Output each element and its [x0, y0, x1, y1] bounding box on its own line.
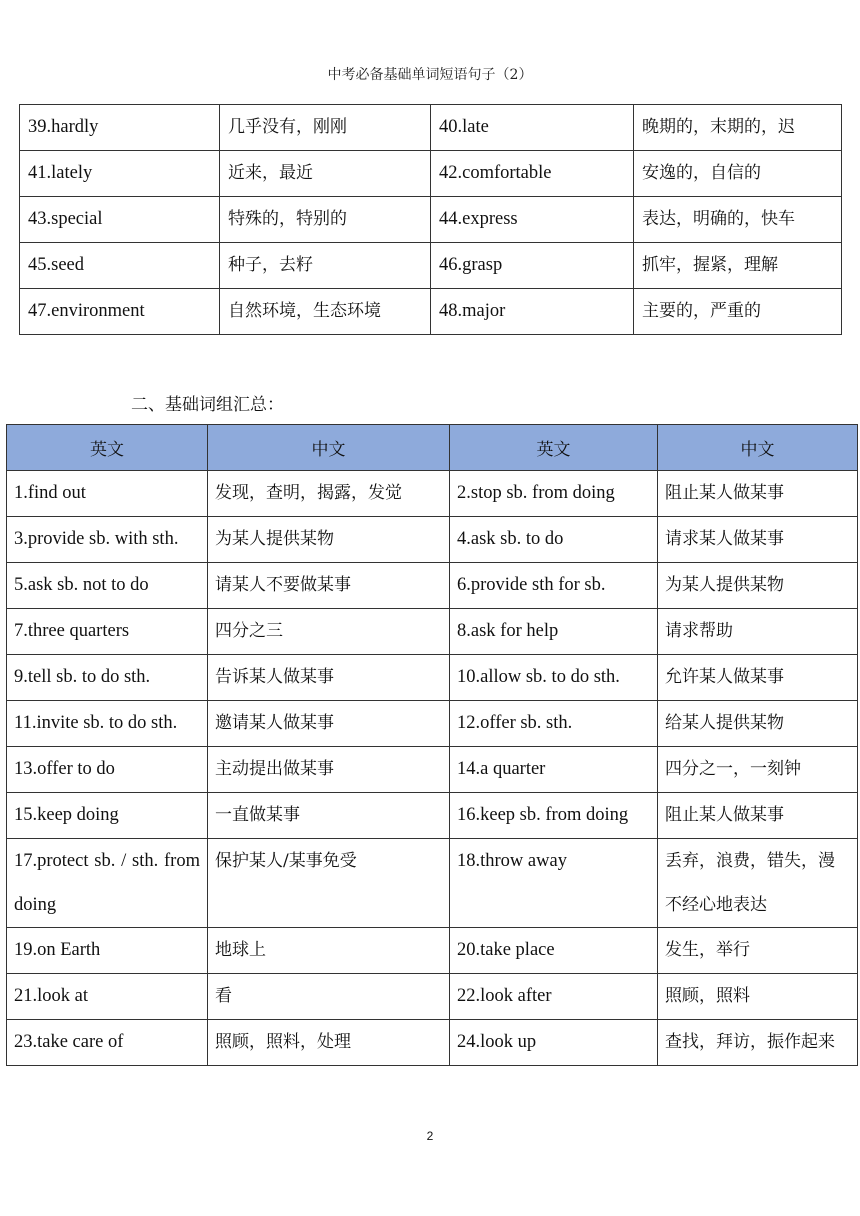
meaning-cell: 丢弃，浪费，错失，漫不经心地表达: [658, 839, 858, 928]
word-cell: 47.environment: [20, 289, 220, 335]
meaning-cell: 邀请某人做某事: [208, 701, 450, 747]
meaning-cell: 四分之一，一刻钟: [658, 747, 858, 793]
phrase-cell: 24.look up: [450, 1020, 658, 1066]
table-row: [7, 609, 858, 655]
meaning-cell: 告诉某人做某事: [208, 655, 450, 701]
table-row: [20, 197, 842, 243]
phrase-cell: 19.on Earth: [7, 928, 208, 974]
phrase-cell: 13.offer to do: [7, 747, 208, 793]
phrase-cell: 22.look after: [450, 974, 658, 1020]
phrase-cell: 9.tell sb. to do sth.: [7, 655, 208, 701]
table-row: [20, 289, 842, 335]
meaning-cell: 为某人提供某物: [208, 517, 450, 563]
meaning-cell: 请求帮助: [658, 609, 858, 655]
phrase-cell: 14.a quarter: [450, 747, 658, 793]
table-row: [7, 793, 858, 839]
table-row: [7, 928, 858, 974]
meaning-cell: 发现，查明，揭露，发觉: [208, 471, 450, 517]
meaning-cell: 阻止某人做某事: [658, 471, 858, 517]
table-header-row: [7, 425, 858, 471]
meaning-cell: 请求某人做某事: [658, 517, 858, 563]
meaning-cell: 照顾，照料，处理: [208, 1020, 450, 1066]
word-cell: 44.express: [431, 197, 634, 243]
meaning-cell: 允许某人做某事: [658, 655, 858, 701]
meaning-cell: 几乎没有，刚刚: [220, 105, 431, 151]
meaning-cell: 主动提出做某事: [208, 747, 450, 793]
table-row: [7, 1020, 858, 1066]
phrase-cell: 1.find out: [7, 471, 208, 517]
word-cell: 41.lately: [20, 151, 220, 197]
table-row: [7, 747, 858, 793]
phrase-cell: 21.look at: [7, 974, 208, 1020]
meaning-cell: 发生，举行: [658, 928, 858, 974]
word-cell: 42.comfortable: [431, 151, 634, 197]
table-row: [7, 471, 858, 517]
table-row: [7, 701, 858, 747]
phrase-cell: 5.ask sb. not to do: [7, 563, 208, 609]
meaning-cell: 一直做某事: [208, 793, 450, 839]
phrase-cell: 7.three quarters: [7, 609, 208, 655]
column-header-english: 英文: [450, 425, 658, 471]
phrase-cell: 17.protect sb. / sth. from doing: [7, 839, 208, 928]
page-header-title: 中考必备基础单词短语句子（2）: [327, 67, 533, 83]
phrase-cell: 18.throw away: [450, 839, 658, 928]
page-number: 2: [426, 1129, 434, 1143]
meaning-cell: 特殊的，特别的: [220, 197, 431, 243]
phrase-cell: 6.provide sth for sb.: [450, 563, 658, 609]
meaning-cell: 给某人提供某物: [658, 701, 858, 747]
column-header-chinese: 中文: [208, 425, 450, 471]
word-cell: 43.special: [20, 197, 220, 243]
table-row: [7, 974, 858, 1020]
table-row: [7, 655, 858, 701]
phrase-cell: 23.take care of: [7, 1020, 208, 1066]
phrase-cell: 11.invite sb. to do sth.: [7, 701, 208, 747]
meaning-cell: 查找，拜访，振作起来: [658, 1020, 858, 1066]
phrase-cell: 3.provide sb. with sth.: [7, 517, 208, 563]
phrase-cell: 10.allow sb. to do sth.: [450, 655, 658, 701]
table-row: [20, 243, 842, 289]
phrase-cell: 4.ask sb. to do: [450, 517, 658, 563]
phrase-table: [6, 424, 858, 1066]
meaning-cell: 照顾，照料: [658, 974, 858, 1020]
word-cell: 48.major: [431, 289, 634, 335]
phrase-cell: 2.stop sb. from doing: [450, 471, 658, 517]
meaning-cell: 安逸的，自信的: [634, 151, 842, 197]
word-cell: 40.late: [431, 105, 634, 151]
phrase-cell: 12.offer sb. sth.: [450, 701, 658, 747]
meaning-cell: 自然环境，生态环境: [220, 289, 431, 335]
table-row: [20, 105, 842, 151]
meaning-cell: 主要的，严重的: [634, 289, 842, 335]
table-row: [20, 151, 842, 197]
phrase-cell: 20.take place: [450, 928, 658, 974]
meaning-cell: 抓牢，握紧，理解: [634, 243, 842, 289]
meaning-cell: 为某人提供某物: [658, 563, 858, 609]
phrase-cell: 8.ask for help: [450, 609, 658, 655]
meaning-cell: 阻止某人做某事: [658, 793, 858, 839]
column-header-english: 英文: [7, 425, 208, 471]
table-row: [7, 517, 858, 563]
phrase-cell: 16.keep sb. from doing: [450, 793, 658, 839]
table-row: [7, 839, 858, 928]
phrase-cell: 15.keep doing: [7, 793, 208, 839]
meaning-cell: 表达，明确的，快车: [634, 197, 842, 243]
meaning-cell: 四分之三: [208, 609, 450, 655]
meaning-cell: 看: [208, 974, 450, 1020]
word-cell: 39.hardly: [20, 105, 220, 151]
word-cell: 45.seed: [20, 243, 220, 289]
meaning-cell: 近来，最近: [220, 151, 431, 197]
table-row: [7, 563, 858, 609]
column-header-chinese: 中文: [658, 425, 858, 471]
meaning-cell: 地球上: [208, 928, 450, 974]
word-cell: 46.grasp: [431, 243, 634, 289]
vocabulary-table: [19, 104, 842, 335]
meaning-cell: 种子，去籽: [220, 243, 431, 289]
meaning-cell: 晚期的，末期的，迟: [634, 105, 842, 151]
meaning-cell: 保护某人/某事免受: [208, 839, 450, 928]
section-heading: 二、基础词组汇总：: [131, 395, 284, 415]
meaning-cell: 请某人不要做某事: [208, 563, 450, 609]
